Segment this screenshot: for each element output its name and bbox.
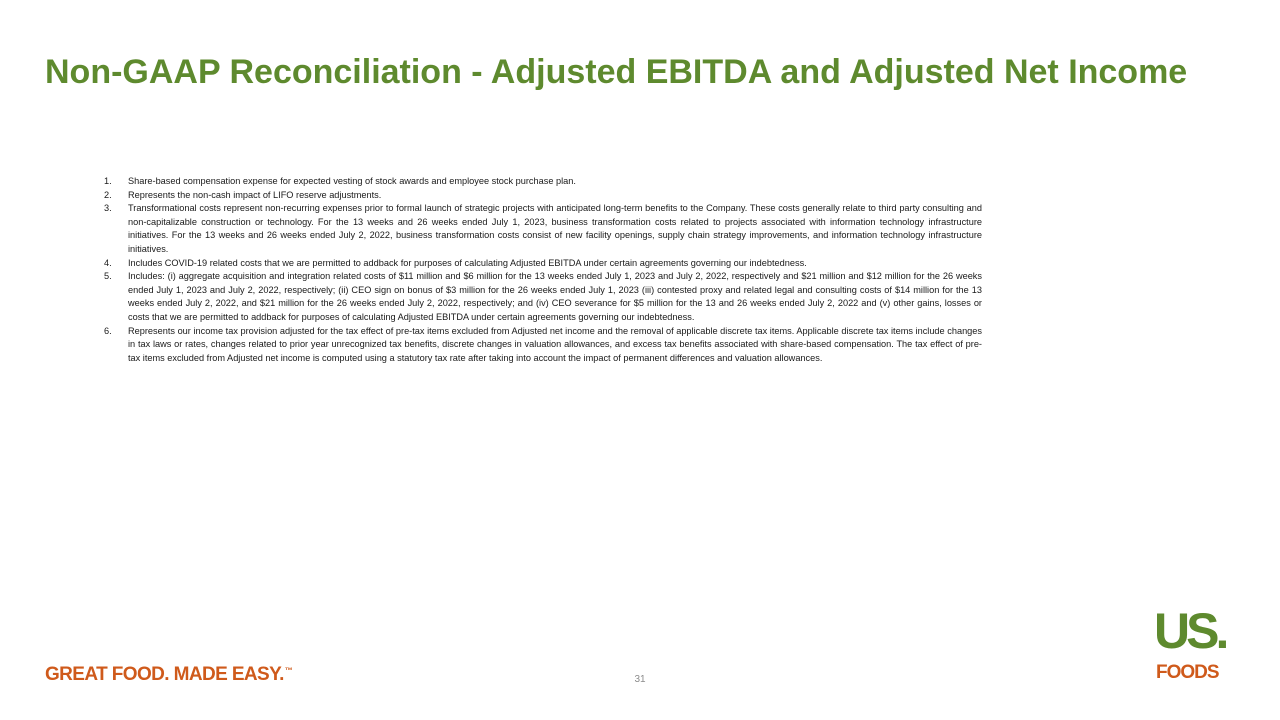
footnote-text: Share-based compensation expense for expected vesting of stock awards and employee stock purchase plan. (128, 176, 576, 186)
footnote-number: 4. (104, 257, 112, 268)
footnote-text: Transformational costs represent non-recurring expenses prior to formal launch of strategic projects with anticipated long-term benefits to the Company. These costs generally relate to third party consulting and non-capitalizable construction or technology. For the 13 weeks and 26 weeks ended July 1, 2023, business transformation costs related to projects associated with information technology infrastructure initiatives. For the 13 weeks and 26 weeks ended July 2, 2022, business transformation costs consist of new facility openings, supply chain strategy improvements, and information technology infrastructure initiatives. (128, 203, 982, 254)
slide-title: Non-GAAP Reconciliation - Adjusted EBITDA and Adjusted Net Income (45, 53, 1188, 91)
logo-us-text: US. (1154, 603, 1226, 659)
footnote-text: Includes: (i) aggregate acquisition and integration related costs of $11 million and $6 million for the 13 weeks ended July 1, 2023 and July 2, 2022, respectively and $21 million and $12 million for the 26 weeks ended July 1, 2023 and July 2, 2022, respectively; (ii) CEO sign on bonus of $3 million for the 26 weeks ended July 1, 2023 (iii) contested proxy and related legal and consulting costs of $14 million for the 13 weeks ended July 2, 2022, and $21 million for the 26 weeks ended July 2, 2022, respectively; and (iv) CEO severance for $5 million for the 13 and 26 weeks ended July 2, 2022 and (v) other gains, losses or costs that we are permitted to addback for purposes of calculating Adjusted EBITDA under certain agreements governing our indebtedness. (128, 271, 982, 322)
logo-foods-text: FOODS (1156, 662, 1219, 683)
footnote-text: Represents the non-cash impact of LIFO reserve adjustments. (128, 189, 382, 200)
footnote-item (104, 257, 982, 271)
brand-tagline (45, 664, 292, 686)
footnote-item (104, 325, 982, 366)
footnote-list (104, 175, 982, 365)
footnote-number: 5. (104, 271, 112, 282)
footnote-text: Represents our income tax provision adjusted for the tax effect of pre-tax items excluded from Adjusted net income and the removal of applicable discrete tax items. Applicable discrete tax items include changes in tax laws or rates, changes related to prior year unrecognized tax benefits, discrete changes in valuation allowances, and excess tax benefits associated with share-based compensation. The tax effect of pre-tax items excluded from Adjusted net income is computed using a statutory tax rate after taking into account the impact of permanent differences and valuation allowances. (128, 325, 982, 363)
footnote-item (104, 175, 982, 189)
footnote-item (104, 189, 982, 203)
footnote-item (104, 270, 982, 324)
trademark-symbol: ™ (284, 666, 293, 675)
footnote-number: 1. (104, 176, 112, 186)
page-number: 31 (634, 674, 646, 685)
footnote-item (104, 202, 982, 256)
footnote-number: 3. (104, 203, 112, 214)
footnote-number: 2. (104, 189, 112, 200)
footnote-text: Includes COVID-19 related costs that we are permitted to addback for purposes of calculating Adjusted EBITDA under certain agreements governing our indebtedness. (128, 257, 807, 268)
footnote-number: 6. (104, 325, 112, 336)
tagline-text: GREAT FOOD. MADE EASY. (45, 664, 284, 685)
us-foods-logo (1150, 603, 1242, 688)
